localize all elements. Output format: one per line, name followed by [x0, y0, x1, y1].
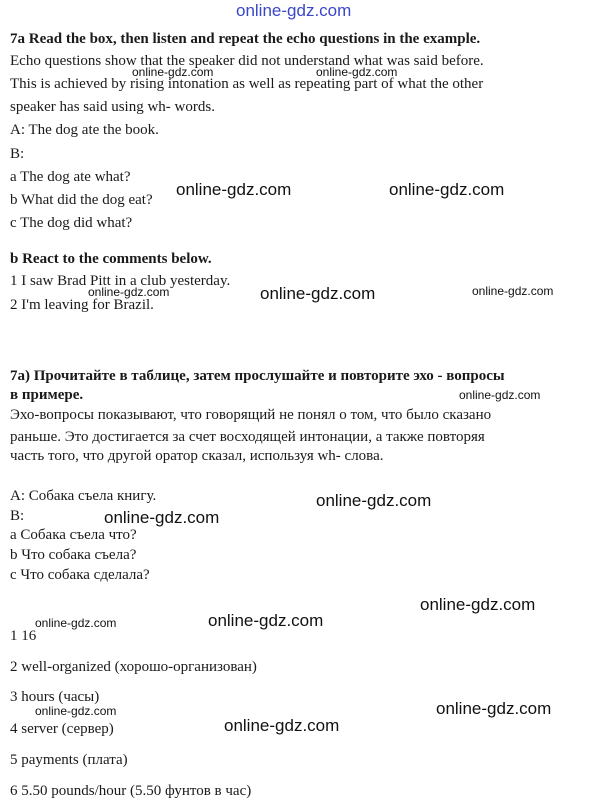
ru-intro-line-3: часть того, что другой оратор сказал, используя wh- слова.: [10, 448, 384, 464]
answer-item: 4 server (сервер): [10, 721, 114, 737]
watermark: online-gdz.com: [208, 611, 324, 630]
ru-intro-line-2: раньше. Это достигается за счет восходящей интонации, а также повторяя: [10, 429, 485, 445]
watermark: online-gdz.com: [420, 595, 536, 614]
example-b-line: B:: [10, 146, 25, 162]
ru-task-title-line-1: 7a) Прочитайте в таблице, затем прослушайте и повторите эхо - вопросы: [10, 368, 505, 384]
watermark: online-gdz.com: [176, 180, 292, 199]
task-7a-title: 7a Read the box, then listen and repeat the echo questions in the example.: [10, 31, 481, 47]
example-a-line: A: The dog ate the book.: [10, 122, 159, 138]
task-7b-title: b React to the comments below.: [10, 251, 212, 267]
watermark: online-gdz.com: [260, 284, 376, 303]
watermark: online-gdz.com: [316, 65, 398, 79]
watermark: online-gdz.com: [35, 616, 117, 630]
answer-item: 2 well-organized (хорошо-организован): [10, 659, 257, 675]
watermark: online-gdz.com: [224, 716, 340, 735]
watermark: online-gdz.com: [389, 180, 505, 199]
ru-example-a-line: A: Собака съела книгу.: [10, 488, 157, 504]
echo-option-b: b What did the dog eat?: [10, 192, 153, 208]
answer-item: 6 5.50 pounds/hour (5.50 фунтов в час): [10, 783, 252, 799]
ru-echo-option-a: a Собака съела что?: [10, 527, 137, 543]
watermark: online-gdz.com: [132, 65, 214, 79]
ru-intro-line-1: Эхо-вопросы показывают, что говорящий не понял о том, что было сказано: [10, 407, 492, 423]
echo-option-a: a The dog ate what?: [10, 169, 131, 185]
intro-text-line-2: This is achieved by rising intonation as well as repeating part of what the other: [10, 76, 484, 92]
watermark: online-gdz.com: [316, 491, 432, 510]
watermark: online-gdz.com: [459, 388, 541, 402]
comment-1: 1 I saw Brad Pitt in a club yesterday.: [10, 273, 231, 289]
intro-text-line-3: speaker has said using wh- words.: [10, 99, 215, 115]
ru-echo-option-c: c Что собака сделала?: [10, 567, 150, 583]
echo-option-c: c The dog did what?: [10, 215, 133, 231]
comment-2: 2 I'm leaving for Brazil.: [10, 297, 154, 313]
watermark: online-gdz.com: [472, 284, 554, 298]
answer-item: 1 16: [10, 628, 37, 644]
watermark: online-gdz.com: [35, 704, 117, 718]
ru-task-title-line-2: в примере.: [10, 387, 84, 403]
watermark: online-gdz.com: [436, 699, 552, 718]
answer-item: 5 payments (плата): [10, 752, 128, 768]
ru-echo-option-b: b Что собака съела?: [10, 547, 137, 563]
ru-example-b-line: B:: [10, 508, 25, 524]
watermark-top: online-gdz.com: [236, 1, 352, 20]
intro-text-line-1: Echo questions show that the speaker did not understand what was said before.: [10, 53, 484, 69]
watermark: online-gdz.com: [104, 508, 220, 527]
watermark: online-gdz.com: [88, 285, 170, 299]
answer-item: 3 hours (часы): [10, 689, 100, 705]
